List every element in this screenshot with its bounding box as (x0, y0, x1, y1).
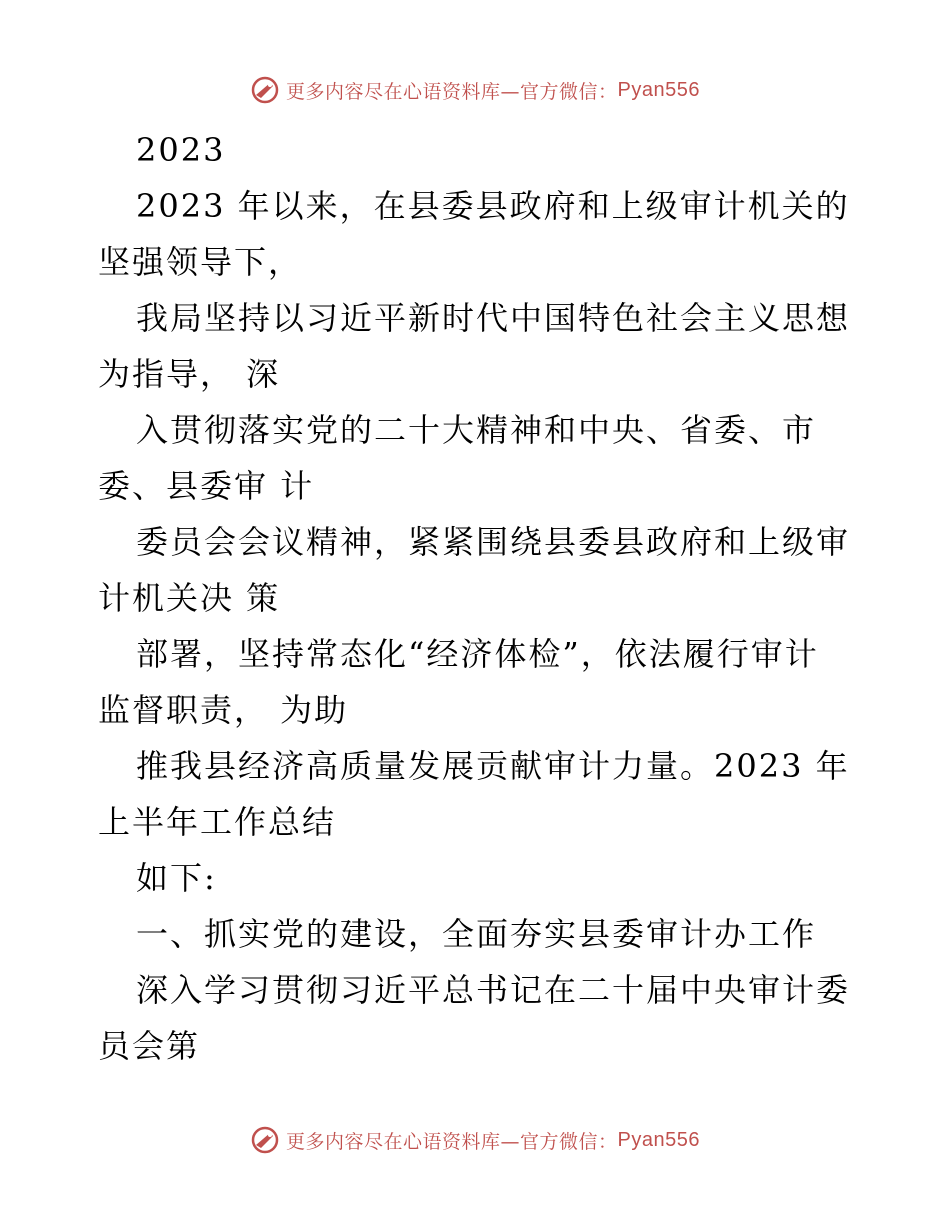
document-line: 员会第 (98, 1027, 201, 1065)
document-line: 推我县经济高质量发展贡献审计力量。2023 年 (136, 747, 850, 785)
pen-nib-logo-icon (250, 75, 280, 105)
document-line: 入贯彻落实党的二十大精神和中央、省委、市 (136, 411, 817, 449)
watermark-text: 更多内容尽在心语资料库—官方微信： (286, 1130, 618, 1153)
pen-nib-logo-icon (250, 1125, 280, 1155)
watermark-text: 更多内容尽在心语资料库—官方微信： (286, 80, 618, 103)
document-line: 为指导， 深 (98, 355, 281, 393)
footer-watermark (0, 1120, 950, 1160)
header-watermark (0, 70, 950, 110)
document-line: 上半年工作总结 (98, 803, 337, 841)
document-line: 计机关决 策 (98, 579, 281, 617)
document-line: 我局坚持以习近平新时代中国特色社会主义思想 (136, 299, 851, 337)
document-line: 委、县委审 计 (98, 467, 315, 505)
document-line: 监督职责， 为助 (98, 691, 349, 729)
watermark-handle: Pyan556 (617, 1128, 700, 1151)
document-line: 委员会会议精神，紧紧围绕县委县政府和上级审 (136, 523, 851, 561)
document-line: 2023 年以来，在县委县政府和上级审计机关的 (136, 187, 850, 225)
document-line: 坚强领导下， (98, 243, 303, 281)
document-line: 2023 (136, 131, 226, 169)
document-line: 一、抓实党的建设，全面夯实县委审计办工作 (136, 915, 817, 953)
document-line: 如下: (136, 859, 217, 897)
watermark-handle: Pyan556 (617, 78, 700, 101)
document-body (98, 122, 858, 1074)
document-line: 深入学习贯彻习近平总书记在二十届中央审计委 (136, 971, 851, 1009)
document-line: 部署，坚持常态化“经济体检”，依法履行审计 (136, 635, 819, 673)
